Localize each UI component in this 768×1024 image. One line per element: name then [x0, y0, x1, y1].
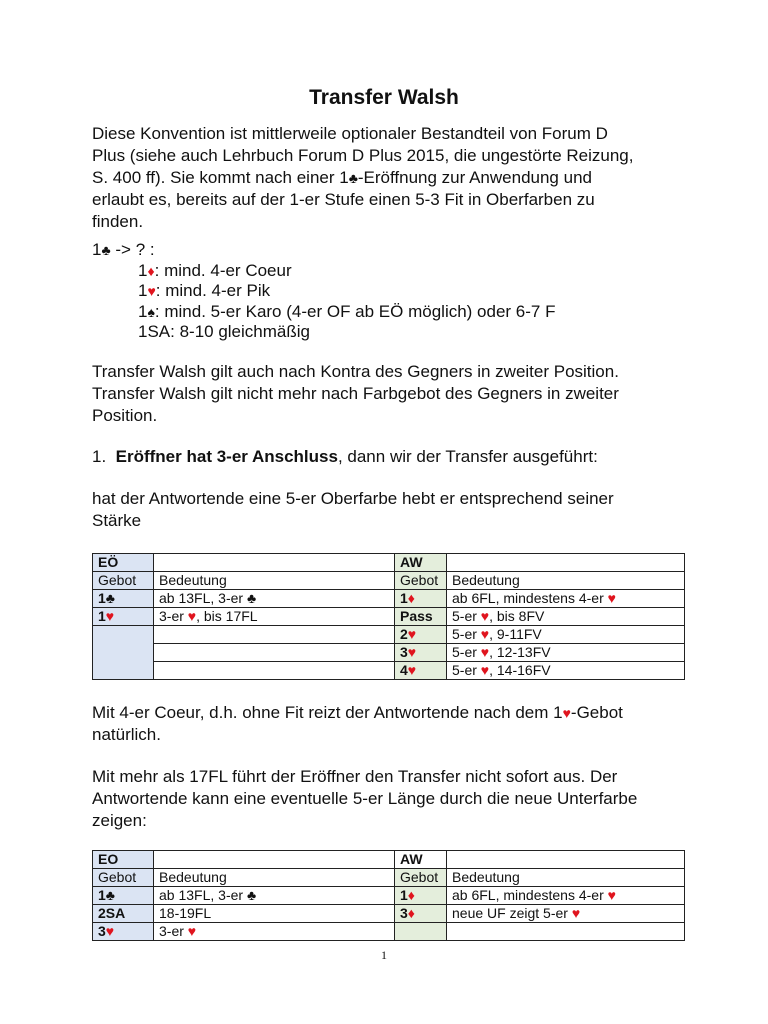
bid-level: 1 [400, 887, 408, 903]
table-row [93, 590, 685, 608]
meaning-text: , bis 8FV [489, 608, 545, 624]
intro-line: erlaubt es, bereits auf der 1-er Stufe einen 5-3 Fit in Oberfarben zu [92, 190, 595, 209]
meaning-text: , 12-13FV [489, 644, 551, 660]
bid-level: 1 [138, 281, 148, 300]
page-title: Transfer Walsh [309, 86, 459, 109]
bidding-head [92, 240, 556, 261]
gebot-header: Gebot [395, 572, 447, 590]
heart-icon: ♥ [407, 662, 417, 678]
table-row [93, 905, 685, 923]
table-row [93, 869, 685, 887]
heart-icon: ♥ [407, 626, 417, 642]
point-bold: Eröffner hat 3-er Anschluss [115, 447, 338, 466]
opener-bid [93, 590, 154, 608]
intro-paragraph [92, 123, 692, 233]
coeur-paragraph [92, 702, 692, 746]
heart-icon: ♥ [607, 887, 616, 903]
meaning-text: neue UF zeigt 5-er [452, 905, 572, 921]
bidding-meaning: : mind. 5-er Karo (4-er OF ab EÖ möglich) oder 6-7 F [154, 301, 556, 321]
responder-bid [395, 590, 447, 608]
opener-meaning [154, 662, 395, 680]
bid-level: 3 [400, 644, 408, 660]
coeur-line [92, 702, 692, 724]
bedeutung-header: Bedeutung [447, 869, 685, 887]
more-line: Mit mehr als 17FL führt der Eröffner den Transfer nicht sofort aus. Der [92, 767, 618, 786]
more-line: zeigen: [92, 811, 147, 830]
club-icon: ♣ [101, 242, 111, 258]
meaning-text: ab 13FL, 3-er [159, 887, 247, 903]
bidding-item [92, 302, 556, 323]
intro-text: -Eröffnung zur Anwendung und [357, 168, 592, 187]
transfer-paragraph [92, 361, 692, 427]
intro-text: S. 400 ff). Sie kommt nach einer 1 [92, 168, 349, 187]
bid-level: 3 [98, 923, 106, 939]
bidding-item [92, 281, 556, 302]
raise-paragraph [92, 488, 692, 532]
bidding-item: 1SA: 8-10 gleichmäßig [138, 322, 310, 341]
table-row [93, 608, 685, 626]
bidding-list [92, 240, 556, 343]
table-cell [447, 554, 685, 572]
responder-meaning [447, 644, 685, 662]
table-row [93, 851, 685, 869]
bid-level: 1 [138, 260, 148, 280]
responder-bid [395, 626, 447, 644]
heart-icon: ♥ [480, 644, 490, 660]
bidding-meaning: : mind. 4-er Pik [155, 281, 271, 300]
intro-line: Diese Konvention ist mittlerweile optionaler Bestandteil von Forum D [92, 124, 608, 143]
raise-line: Stärke [92, 511, 142, 530]
diamond-icon: ♦ [407, 887, 415, 903]
opener-header: EO [93, 851, 154, 869]
point-1-heading [92, 446, 692, 468]
intro-line: finden. [92, 212, 144, 231]
opener-bid [93, 626, 154, 680]
heart-icon: ♥ [407, 644, 417, 660]
meaning-text: , 14-16FV [489, 662, 551, 678]
heart-icon: ♥ [480, 626, 490, 642]
opener-meaning: 18-19FL [154, 905, 395, 923]
intro-line [92, 167, 692, 189]
table-row [93, 662, 685, 680]
table-cell [447, 851, 685, 869]
bid-level: 2 [400, 626, 408, 642]
bid-level: 1 [98, 608, 106, 624]
responder-bid [395, 662, 447, 680]
heart-icon: ♥ [187, 608, 197, 624]
more-line: Antwortende kann eine eventuelle 5-er Länge durch die neue Unterfarbe [92, 789, 638, 808]
bid-level: 1 [138, 301, 148, 321]
bid-level: 1 [400, 590, 408, 606]
bidding-meaning: : mind. 4-er Coeur [154, 260, 292, 280]
meaning-text: 5-er [452, 662, 481, 678]
meaning-text: 3-er [159, 608, 188, 624]
spade-icon: ♠ [147, 303, 155, 320]
bidding-arrow: -> ? : [110, 240, 155, 259]
intro-line: Plus (siehe auch Lehrbuch Forum D Plus 2015, die ungestörte Reizung, [92, 146, 634, 165]
heart-icon: ♥ [607, 590, 616, 606]
gebot-header: Gebot [93, 869, 154, 887]
responder-meaning [447, 608, 685, 626]
club-icon: ♣ [246, 590, 257, 606]
meaning-text: ab 13FL, 3-er [159, 590, 247, 606]
point-rest: , dann wir der Transfer ausgeführt: [337, 447, 598, 466]
responder-bid [395, 923, 447, 941]
table-row [93, 572, 685, 590]
responder-header: AW [395, 851, 447, 869]
bid-level: 3 [400, 905, 408, 921]
coeur-text: Mit 4-er Coeur, d.h. ohne Fit reizt der Antwortende nach dem 1 [92, 703, 563, 722]
responder-meaning [447, 662, 685, 680]
page-number: 1 [381, 948, 387, 962]
bid-level: 1 [98, 590, 106, 606]
responder-meaning [447, 923, 685, 941]
bidding-table-2 [92, 850, 685, 941]
meaning-text: , bis 17FL [196, 608, 258, 624]
responder-meaning [447, 887, 685, 905]
heart-icon: ♥ [147, 283, 156, 299]
bedeutung-header: Bedeutung [154, 869, 395, 887]
opener-meaning [154, 626, 395, 644]
responder-bid: Pass [395, 608, 447, 626]
coeur-text: -Gebot [570, 703, 623, 722]
opener-meaning [154, 608, 395, 626]
meaning-text: 5-er [452, 608, 481, 624]
opener-bid [93, 887, 154, 905]
gebot-header: Gebot [395, 869, 447, 887]
table-row [93, 923, 685, 941]
opener-meaning [154, 644, 395, 662]
responder-meaning [447, 626, 685, 644]
meaning-text: , 9-11FV [489, 626, 542, 642]
more-paragraph [92, 766, 692, 832]
responder-meaning [447, 590, 685, 608]
club-icon: ♣ [105, 590, 115, 606]
club-icon: ♣ [105, 887, 115, 903]
club-icon: ♣ [348, 170, 358, 186]
opener-bid: 2SA [93, 905, 154, 923]
opener-meaning [154, 923, 395, 941]
heart-icon: ♥ [571, 905, 581, 921]
club-icon: ♣ [246, 887, 257, 903]
heart-icon: ♥ [480, 608, 490, 624]
bid-level: 1 [92, 240, 102, 259]
table-cell [154, 554, 395, 572]
responder-bid [395, 905, 447, 923]
heart-icon: ♥ [187, 923, 197, 939]
diamond-icon: ♦ [407, 905, 415, 921]
heart-icon: ♥ [562, 705, 571, 721]
table-row [93, 887, 685, 905]
table-cell [154, 851, 395, 869]
raise-line: hat der Antwortende eine 5-er Oberfarbe hebt er entsprechend seiner [92, 489, 614, 508]
bidding-item [92, 261, 556, 282]
bid-level: 4 [400, 662, 408, 678]
meaning-text: ab 6FL, mindestens 4-er [452, 887, 608, 903]
meaning-text: 3-er [159, 923, 188, 939]
opener-meaning [154, 887, 395, 905]
bedeutung-header: Bedeutung [447, 572, 685, 590]
bidding-table-1 [92, 553, 685, 680]
responder-bid [395, 887, 447, 905]
opener-bid [93, 923, 154, 941]
table-row [93, 626, 685, 644]
bid-level: 1 [98, 887, 106, 903]
meaning-text: 5-er [452, 626, 481, 642]
table-row [93, 644, 685, 662]
heart-icon: ♥ [105, 923, 115, 939]
transfer-line: Position. [92, 406, 158, 425]
responder-header: AW [395, 554, 447, 572]
diamond-icon: ♦ [407, 590, 415, 606]
responder-meaning [447, 905, 685, 923]
table-row [93, 554, 685, 572]
coeur-line: natürlich. [92, 725, 161, 744]
opener-bid [93, 608, 154, 626]
gebot-header: Gebot [93, 572, 154, 590]
responder-bid [395, 644, 447, 662]
heart-icon: ♥ [480, 662, 490, 678]
meaning-text: ab 6FL, mindestens 4-er [452, 590, 608, 606]
diamond-icon: ♦ [147, 262, 155, 279]
point-number: 1. [92, 447, 107, 466]
heart-icon: ♥ [105, 608, 115, 624]
opener-meaning [154, 590, 395, 608]
transfer-line: Transfer Walsh gilt auch nach Kontra des Gegners in zweiter Position. [92, 362, 619, 381]
meaning-text: 5-er [452, 644, 481, 660]
transfer-line: Transfer Walsh gilt nicht mehr nach Farbgebot des Gegners in zweiter [92, 384, 619, 403]
bedeutung-header: Bedeutung [154, 572, 395, 590]
opener-header: EÖ [93, 554, 154, 572]
